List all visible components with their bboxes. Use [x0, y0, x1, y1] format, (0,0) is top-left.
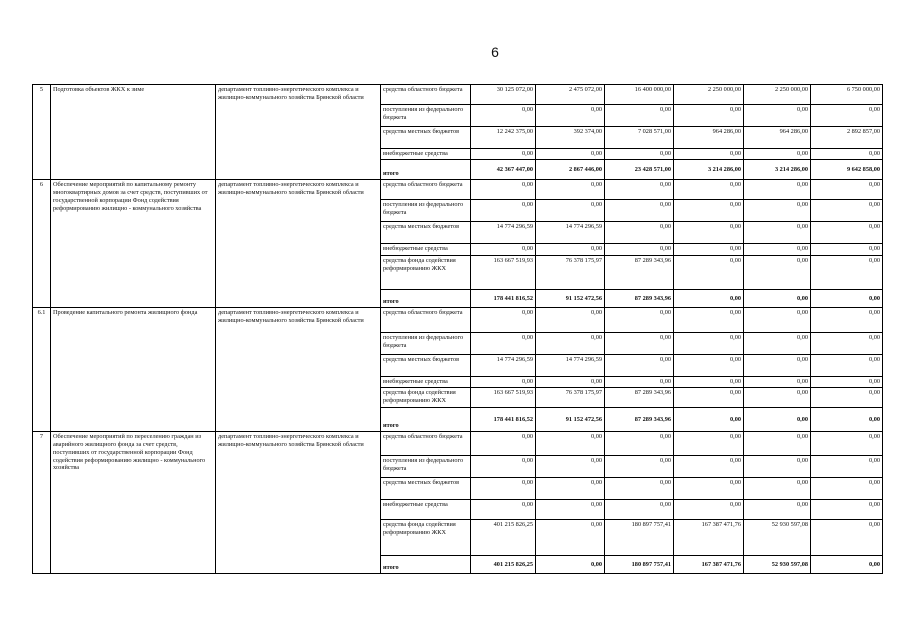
amount: 0,00 — [471, 200, 536, 222]
funding-source: поступления из федерального бюджета — [381, 105, 471, 127]
amount: 0,00 — [471, 478, 536, 500]
amount: 0,00 — [536, 308, 605, 333]
executor: департамент топливно-энергетического комплекса и жилищно-коммунального хозяйства Брянской области — [216, 180, 381, 308]
amount: 0,00 — [536, 456, 605, 478]
amount: 964 286,00 — [744, 127, 811, 149]
total-amount: 178 441 816,52 — [471, 408, 536, 432]
total-amount: 401 215 826,25 — [471, 556, 536, 574]
amount: 87 289 343,96 — [605, 388, 674, 408]
amount: 0,00 — [811, 180, 883, 200]
item-number: 5 — [33, 85, 51, 180]
total-label: итого — [381, 290, 471, 308]
amount: 0,00 — [471, 244, 536, 256]
total-amount: 9 642 858,00 — [811, 160, 883, 180]
amount: 0,00 — [674, 377, 744, 388]
amount: 163 667 519,93 — [471, 256, 536, 290]
total-amount: 0,00 — [674, 408, 744, 432]
amount: 0,00 — [811, 256, 883, 290]
amount: 0,00 — [536, 377, 605, 388]
amount: 0,00 — [811, 520, 883, 556]
funding-source: внебюджетные средства — [381, 149, 471, 160]
amount: 76 378 175,97 — [536, 256, 605, 290]
amount: 14 774 296,59 — [471, 355, 536, 377]
amount: 180 897 757,41 — [605, 520, 674, 556]
total-amount: 52 930 597,08 — [744, 556, 811, 574]
amount: 0,00 — [674, 478, 744, 500]
total-label: итого — [381, 408, 471, 432]
amount: 0,00 — [811, 200, 883, 222]
amount: 16 400 000,00 — [605, 85, 674, 105]
amount: 964 286,00 — [674, 127, 744, 149]
total-amount: 3 214 286,00 — [674, 160, 744, 180]
measure-name: Обеспечение мероприятий по капитальному ремонту многоквартирных домов за счет средств, поступивших от государственной корпорации Фонд содействия реформированию жилищно - коммунального хозяйства — [51, 180, 216, 308]
amount: 0,00 — [471, 149, 536, 160]
amount: 0,00 — [536, 500, 605, 520]
amount: 0,00 — [674, 308, 744, 333]
amount: 76 378 175,97 — [536, 388, 605, 408]
item-number: 6.1 — [33, 308, 51, 432]
amount: 0,00 — [605, 333, 674, 355]
amount: 0,00 — [811, 244, 883, 256]
total-amount: 180 897 757,41 — [605, 556, 674, 574]
amount: 0,00 — [605, 377, 674, 388]
amount: 0,00 — [811, 355, 883, 377]
item-number: 6 — [33, 180, 51, 308]
funding-source: средства областного бюджета — [381, 180, 471, 200]
funding-source: внебюджетные средства — [381, 500, 471, 520]
total-amount: 91 152 472,56 — [536, 290, 605, 308]
funding-source: средства фонда содействия реформированию ЖКХ — [381, 256, 471, 290]
amount: 2 475 072,00 — [536, 85, 605, 105]
amount: 14 774 296,59 — [471, 222, 536, 244]
funding-row — [33, 85, 883, 105]
funding-row — [33, 432, 883, 456]
amount: 0,00 — [811, 478, 883, 500]
amount: 0,00 — [605, 200, 674, 222]
funding-source: поступления из федерального бюджета — [381, 200, 471, 222]
funding-source: поступления из федерального бюджета — [381, 456, 471, 478]
amount: 0,00 — [811, 432, 883, 456]
page-number: 6 — [491, 44, 499, 60]
amount: 52 930 597,08 — [744, 520, 811, 556]
amount: 0,00 — [674, 432, 744, 456]
total-amount: 0,00 — [674, 290, 744, 308]
total-amount: 0,00 — [811, 556, 883, 574]
amount: 163 667 519,93 — [471, 388, 536, 408]
amount: 0,00 — [605, 355, 674, 377]
amount: 0,00 — [744, 308, 811, 333]
total-amount: 167 387 471,76 — [674, 556, 744, 574]
amount: 0,00 — [536, 149, 605, 160]
amount: 0,00 — [536, 180, 605, 200]
amount: 0,00 — [605, 105, 674, 127]
amount: 0,00 — [605, 222, 674, 244]
amount: 0,00 — [674, 333, 744, 355]
total-amount: 178 441 816,52 — [471, 290, 536, 308]
amount: 0,00 — [811, 149, 883, 160]
amount: 0,00 — [536, 520, 605, 556]
amount: 0,00 — [536, 200, 605, 222]
amount: 0,00 — [536, 105, 605, 127]
amount: 0,00 — [744, 105, 811, 127]
total-amount: 0,00 — [811, 408, 883, 432]
amount: 0,00 — [471, 333, 536, 355]
amount: 0,00 — [811, 222, 883, 244]
amount: 6 750 000,00 — [811, 85, 883, 105]
funding-source: средства фонда содействия реформированию ЖКХ — [381, 388, 471, 408]
amount: 0,00 — [674, 244, 744, 256]
amount: 12 242 375,00 — [471, 127, 536, 149]
amount: 0,00 — [536, 478, 605, 500]
amount: 0,00 — [471, 180, 536, 200]
total-amount: 0,00 — [744, 408, 811, 432]
amount: 0,00 — [744, 500, 811, 520]
amount: 2 250 000,00 — [674, 85, 744, 105]
amount: 0,00 — [605, 456, 674, 478]
amount: 14 774 296,59 — [536, 222, 605, 244]
amount: 0,00 — [744, 478, 811, 500]
funding-source: средства фонда содействия реформированию ЖКХ — [381, 520, 471, 556]
amount: 0,00 — [674, 200, 744, 222]
amount: 0,00 — [471, 105, 536, 127]
amount: 0,00 — [605, 308, 674, 333]
amount: 0,00 — [674, 222, 744, 244]
amount: 0,00 — [744, 149, 811, 160]
amount: 0,00 — [744, 377, 811, 388]
amount: 0,00 — [744, 244, 811, 256]
measure-name: Проведение капитального ремонта жилищного фонда — [51, 308, 216, 432]
funding-source: средства областного бюджета — [381, 85, 471, 105]
funding-source: средства местных бюджетов — [381, 222, 471, 244]
executor: департамент топливно-энергетического комплекса и жилищно-коммунального хозяйства Брянской области — [216, 85, 381, 180]
amount: 0,00 — [674, 500, 744, 520]
total-amount: 3 214 286,00 — [744, 160, 811, 180]
total-amount: 2 867 446,00 — [536, 160, 605, 180]
amount: 0,00 — [605, 432, 674, 456]
amount: 0,00 — [536, 244, 605, 256]
amount: 0,00 — [471, 500, 536, 520]
amount: 0,00 — [744, 222, 811, 244]
amount: 0,00 — [605, 149, 674, 160]
amount: 7 028 571,00 — [605, 127, 674, 149]
amount: 0,00 — [674, 256, 744, 290]
executor: департамент топливно-энергетического комплекса и жилищно-коммунального хозяйства Брянской области — [216, 308, 381, 432]
amount: 0,00 — [674, 149, 744, 160]
amount: 0,00 — [811, 377, 883, 388]
amount: 14 774 296,59 — [536, 355, 605, 377]
total-amount: 0,00 — [536, 556, 605, 574]
executor: департамент топливно-энергетического комплекса и жилищно-коммунального хозяйства Брянской области — [216, 432, 381, 574]
amount: 0,00 — [674, 105, 744, 127]
amount: 0,00 — [471, 456, 536, 478]
amount: 0,00 — [605, 180, 674, 200]
amount: 0,00 — [471, 432, 536, 456]
amount: 2 250 000,00 — [744, 85, 811, 105]
total-amount: 23 428 571,00 — [605, 160, 674, 180]
total-amount: 87 289 343,96 — [605, 408, 674, 432]
amount: 0,00 — [811, 333, 883, 355]
amount: 0,00 — [674, 388, 744, 408]
funding-source: средства местных бюджетов — [381, 355, 471, 377]
total-amount: 0,00 — [744, 290, 811, 308]
amount: 167 387 471,76 — [674, 520, 744, 556]
amount: 0,00 — [811, 456, 883, 478]
amount: 0,00 — [536, 333, 605, 355]
funding-source: внебюджетные средства — [381, 244, 471, 256]
budget-table-body — [33, 85, 883, 574]
amount: 0,00 — [811, 105, 883, 127]
amount: 87 289 343,96 — [605, 256, 674, 290]
amount: 0,00 — [605, 478, 674, 500]
funding-source: поступления из федерального бюджета — [381, 333, 471, 355]
amount: 2 892 857,00 — [811, 127, 883, 149]
amount: 0,00 — [811, 308, 883, 333]
total-amount: 91 152 472,56 — [536, 408, 605, 432]
amount: 0,00 — [744, 200, 811, 222]
amount: 0,00 — [744, 432, 811, 456]
funding-source: средства областного бюджета — [381, 308, 471, 333]
amount: 0,00 — [744, 256, 811, 290]
funding-source: средства местных бюджетов — [381, 478, 471, 500]
funding-row — [33, 180, 883, 200]
amount: 0,00 — [744, 333, 811, 355]
total-amount: 87 289 343,96 — [605, 290, 674, 308]
amount: 0,00 — [811, 500, 883, 520]
budget-table — [32, 84, 883, 574]
total-label: итого — [381, 160, 471, 180]
total-amount: 0,00 — [811, 290, 883, 308]
amount: 0,00 — [536, 432, 605, 456]
amount: 0,00 — [471, 308, 536, 333]
amount: 0,00 — [744, 388, 811, 408]
total-amount: 42 367 447,00 — [471, 160, 536, 180]
amount: 0,00 — [744, 456, 811, 478]
funding-source: средства местных бюджетов — [381, 127, 471, 149]
amount: 0,00 — [744, 180, 811, 200]
amount: 0,00 — [605, 244, 674, 256]
amount: 0,00 — [605, 500, 674, 520]
measure-name: Подготовка объектов ЖКХ к зиме — [51, 85, 216, 180]
funding-source: внебюджетные средства — [381, 377, 471, 388]
amount: 0,00 — [811, 388, 883, 408]
measure-name: Обеспечение мероприятий по переселению граждан из аварийного жилищного фонда за счет средств, поступивших от государственной корпорации Фонд содействия реформированию жилищно - коммунального хозяйства — [51, 432, 216, 574]
amount: 0,00 — [744, 355, 811, 377]
amount: 30 125 072,00 — [471, 85, 536, 105]
amount: 392 374,00 — [536, 127, 605, 149]
amount: 0,00 — [674, 180, 744, 200]
funding-source: средства областного бюджета — [381, 432, 471, 456]
total-label: итого — [381, 556, 471, 574]
amount: 0,00 — [471, 377, 536, 388]
amount: 0,00 — [674, 456, 744, 478]
funding-row — [33, 308, 883, 333]
item-number: 7 — [33, 432, 51, 574]
amount: 0,00 — [674, 355, 744, 377]
amount: 401 215 826,25 — [471, 520, 536, 556]
